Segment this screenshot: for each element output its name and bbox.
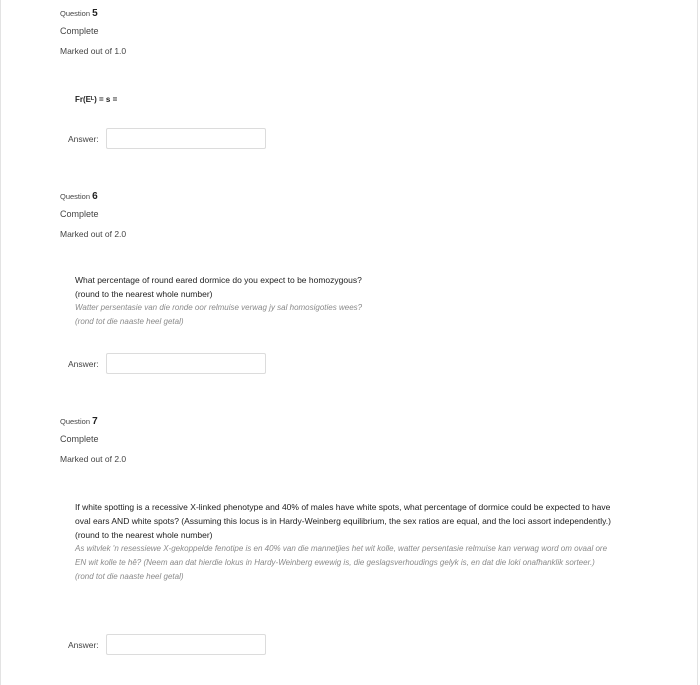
answer-row [68,634,266,655]
question-label: Question [60,192,91,201]
question-number-value: 6 [92,191,98,202]
question-text [75,92,615,107]
question-grade: Marked out of 2.0 [60,454,127,464]
answer-input[interactable] [106,353,266,374]
question-text-af-1: Watter persentasie van die ronde oor relmuise verwag jy sal homosigoties wees? [75,303,363,312]
question-6 [60,191,630,381]
answer-label: Answer: [68,133,99,144]
question-text-en-1: If white spotting is a recessive X-linked phenotype and 40% of males have white spots, what percentage of dormice could be expected to have oval ears AND white spots? (Assuming this locus is in Hardy-Weinberg equilibrium, the sex ratios are equal, and the loci assort independently.) [75,502,611,526]
answer-label: Answer: [68,358,99,369]
question-text [75,273,615,329]
answer-row [68,353,266,374]
question-text-af-1: As witvlek 'n resessiewe X-gekoppelde fenotipe is en 40% van die mannetjies het wit kolle, watter persentasie relmuise kan verwag word om ovaal ore EN wit kolle te hê? (Neem aan dat hierdie lokus in Hardy-Weinberg ewewig is, die geslagsverhoudings gelyk is, en dat die loki onafhanklik sorteer.) [75,544,608,567]
question-label: Question [60,417,91,426]
question-label: Question [60,9,91,18]
question-state: Complete [60,209,99,219]
page-border-left [0,0,1,685]
question-grade: Marked out of 2.0 [60,229,127,239]
question-grade: Marked out of 1.0 [60,46,127,56]
question-text [75,500,615,584]
question-text-en-2: (round to the nearest whole number) [75,530,213,540]
page-border-right [697,0,698,685]
question-number-value: 7 [92,416,98,427]
question-5 [60,8,630,158]
question-number [60,191,630,203]
question-text-en-1: What percentage of round eared dormice do you expect to be homozygous? [75,275,362,285]
question-number [60,416,630,428]
question-text-af-2: (rond tot die naaste heel getal) [75,317,184,326]
question-number-value: 5 [92,8,98,19]
answer-input[interactable] [106,128,266,149]
question-7 [60,416,630,666]
formula-text: Fr(Eᴸ) = s = [75,95,118,104]
question-text-en-2: (round to the nearest whole number) [75,289,213,299]
question-text-af-2: (rond tot die naaste heel getal) [75,572,184,581]
question-number [60,8,630,20]
answer-row [68,128,266,149]
question-state: Complete [60,434,99,444]
answer-input[interactable] [106,634,266,655]
answer-label: Answer: [68,639,99,650]
question-state: Complete [60,26,99,36]
